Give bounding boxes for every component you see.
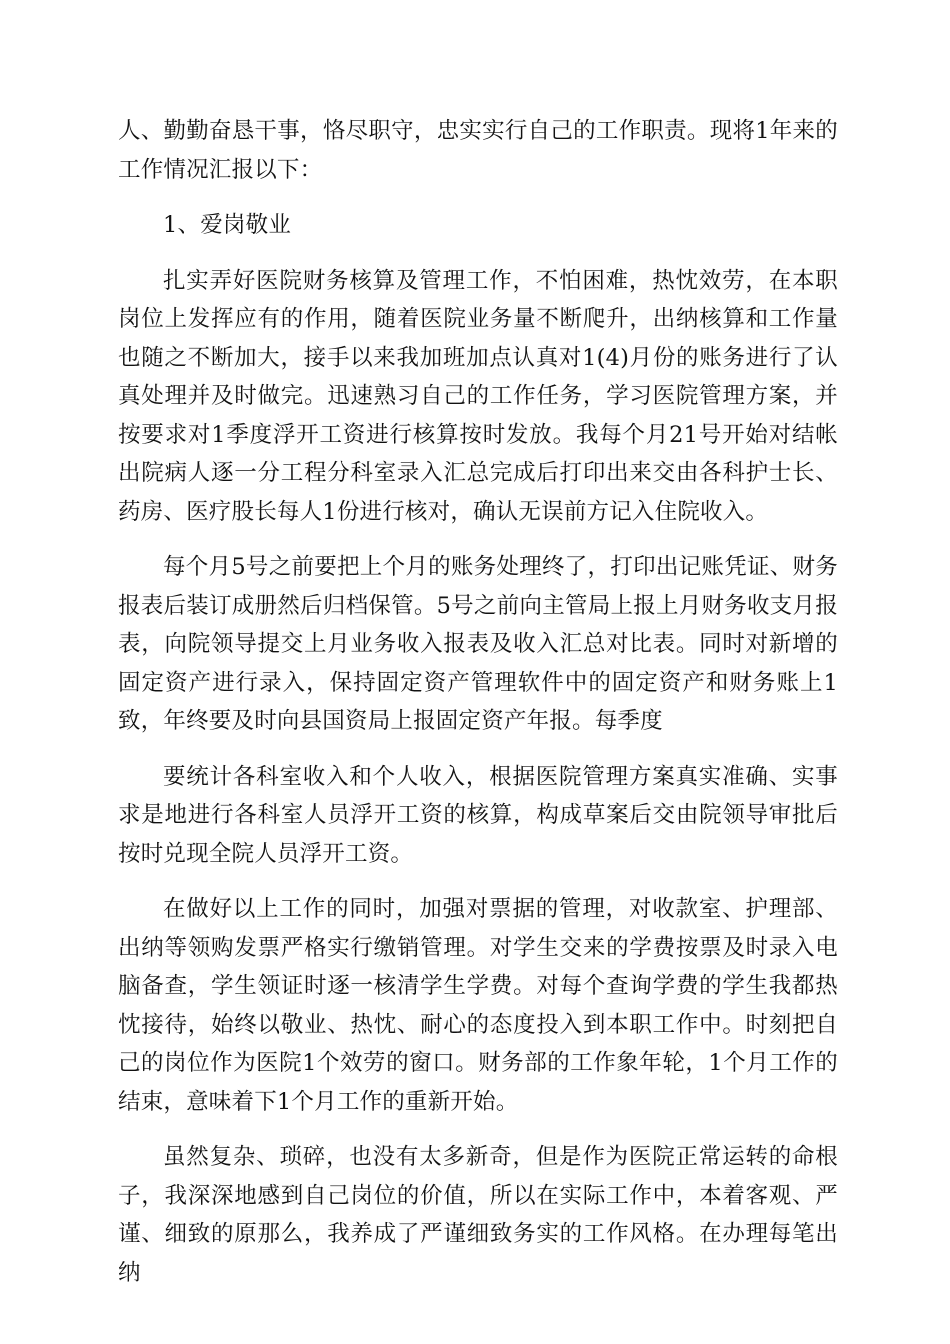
paragraph-accounting: 扎实弄好医院财务核算及管理工作，不怕困难，热忱效劳，在本职岗位上发挥应有的作用，随着医院业务量不断爬升，出纳核算和工作量也随之不断加大，接手以来我加班加点认真对1(4)月份的账务进行了认真处理并及时做完。迅速熟习自己的工作任务，学习医院管理方案，并按要求对1季度浮开工资进行核算按时发放。我每个月21号开始对结帐出院病人逐一分工程分科室录入汇总完成后打印出来交由各科护士长、药房、医疗股长每人1份进行核对，确认无误前方记入住院收入。 — [118, 267, 838, 525]
paragraph-work-style: 虽然复杂、琐碎，也没有太多新奇，但是作为医院正常运转的命根子，我深深地感到自己岗位的价值，所以在实际工作中，本着客观、严谨、细致的原那么，我养成了严谨细致务实的工作风格。在办理每笔出纳 — [118, 1144, 838, 1286]
document-body — [118, 112, 838, 1292]
paragraph-intro: 人、勤勤奋恳干事，恪尽职守，忠实实行自己的工作职责。现将1年来的工作情况汇报以下： — [118, 118, 838, 183]
paragraph-monthly-reports: 每个月5号之前要把上个月的账务处理终了，打印出记账凭证、财务报表后装订成册然后归档保管。5号之前向主管局上报上月财务收支月报表，向院领导提交上月业务收入报表及收入汇总对比表。同时对新增的固定资产进行录入，保持固定资产管理软件中的固定资产和财务账上1致，年终要及时向县国资局上报固定资产年报。每季度 — [118, 554, 838, 734]
paragraph-receipts: 在做好以上工作的同时，加强对票据的管理，对收款室、护理部、出纳等领购发票严格实行缴销管理。对学生交来的学费按票及时录入电脑备查，学生领证时逐一核清学生学费。对每个查询学费的学生我都热忱接待，始终以敬业、热忱、耐心的态度投入到本职工作中。时刻把自己的岗位作为医院1个效劳的窗口。财务部的工作象年轮，1个月工作的结束，意味着下1个月工作的重新开始。 — [118, 896, 838, 1115]
paragraph-quarterly-wages: 要统计各科室收入和个人收入，根据医院管理方案真实准确、实事求是地进行各科室人员浮开工资的核算，构成草案后交由院领导审批后按时兑现全院人员浮开工资。 — [118, 763, 838, 867]
section-heading: 1、爱岗敬业 — [163, 212, 292, 238]
